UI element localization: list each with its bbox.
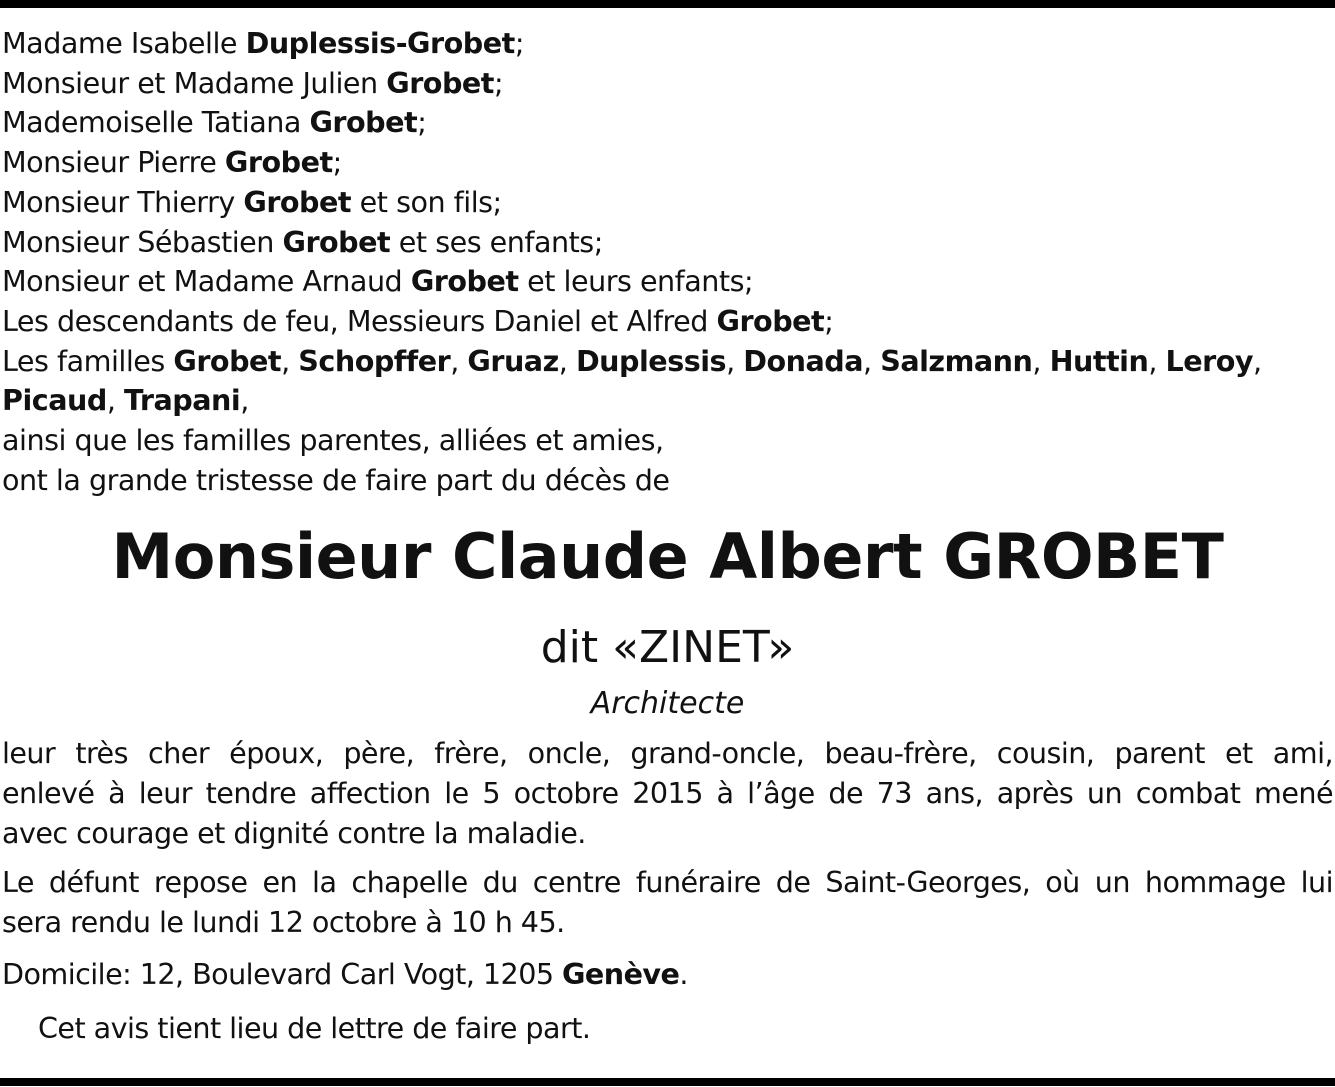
family-surname: Leroy (1165, 343, 1254, 378)
family-text: Mademoiselle Tatiana (2, 105, 310, 140)
family-text: , (726, 343, 744, 378)
family-surname: Grobet (309, 105, 418, 140)
family-surname: Schopffer (298, 343, 451, 378)
announcement-line: avec courage et dignité contre la maladie. (2, 816, 586, 850)
family-line (2, 421, 1335, 461)
family-surname: Grobet (386, 65, 494, 100)
family-line (2, 461, 1335, 501)
family-text: , (558, 343, 576, 378)
family-line (2, 103, 1335, 143)
family-text: Monsieur Thierry (2, 184, 244, 219)
family-surname: Salzmann (880, 343, 1033, 378)
family-text: Monsieur Pierre (2, 145, 225, 180)
family-line (2, 262, 1335, 302)
family-surname: Duplessis (575, 343, 727, 378)
family-text: et leurs enfants; (518, 264, 754, 299)
deceased-alias: dit «ZINET» (540, 622, 795, 673)
family-surname: Picaud (2, 383, 107, 418)
notice-line: Cet avis tient lieu de lettre de faire part. (38, 1011, 591, 1045)
family-line (2, 302, 1335, 342)
family-list (2, 24, 1335, 500)
family-surname: Grobet (282, 224, 391, 259)
domicile-city: Genève (562, 957, 680, 991)
family-surname: Donada (743, 343, 864, 378)
family-surname: Trapani (124, 383, 241, 418)
family-text: et son fils; (351, 184, 502, 219)
family-text: Monsieur et Madame Arnaud (2, 264, 411, 299)
family-line (2, 342, 1335, 382)
family-text: , (240, 383, 249, 418)
family-surname: Duplessis-Grobet (245, 26, 515, 60)
family-text: et ses enfants; (390, 224, 603, 259)
family-text: Madame Isabelle (2, 26, 246, 60)
family-surname: Grobet (716, 303, 825, 338)
announcement-line: leur très cher époux, père, frère, oncle, grand-oncle, beau-frère, cousin, parent et ami, (2, 736, 1333, 770)
family-surname: Grobet (224, 145, 333, 180)
family-text: ; (824, 303, 834, 338)
domicile-period: . (679, 957, 688, 991)
domicile-line (2, 954, 1333, 994)
family-line (2, 381, 1335, 421)
ceremony-line: Le défunt repose en la chapelle du centre funéraire de Saint-Georges, où un hommage lui (2, 865, 1333, 899)
announcement-paragraph (2, 733, 1333, 853)
family-line (2, 64, 1335, 104)
family-text: , (1032, 343, 1050, 378)
ceremony-paragraph (2, 862, 1333, 942)
family-text: Les descendants de feu, Messieurs Daniel et Alfred (2, 303, 717, 338)
family-line (2, 223, 1335, 263)
bottom-rule (0, 1078, 1335, 1086)
family-text: ainsi que les familles parentes, alliées et amies, (2, 423, 664, 458)
family-text: ; (493, 65, 504, 100)
family-text: , (281, 343, 299, 378)
domicile-address: Domicile: 12, Boulevard Carl Vogt, 1205 (2, 957, 563, 991)
family-text: ont la grande tristesse de faire part du décès de (2, 462, 670, 497)
family-surname: Grobet (243, 184, 352, 219)
family-surname: Gruaz (467, 343, 559, 378)
family-text: Les familles (2, 343, 174, 378)
family-text: ; (417, 105, 427, 140)
deceased-name: Monsieur Claude Albert GROBET (111, 520, 1224, 593)
family-text: , (450, 343, 468, 378)
ceremony-line: sera rendu le lundi 12 octobre à 10 h 45. (2, 905, 565, 939)
top-rule (0, 0, 1335, 8)
announcement-line: enlevé à leur tendre affection le 5 octobre 2015 à l’âge de 73 ans, après un combat mené (2, 776, 1333, 810)
notice-paragraph (38, 1008, 1335, 1048)
family-text: , (863, 343, 881, 378)
family-text: , (106, 383, 125, 418)
family-text: Monsieur Sébastien (2, 224, 283, 259)
domicile-paragraph (2, 954, 1333, 994)
family-text: , (1253, 343, 1262, 378)
family-line (2, 24, 1335, 64)
family-surname: Grobet (173, 343, 282, 378)
family-text: Monsieur et Madame Julien (2, 65, 387, 100)
deceased-profession: Architecte (590, 686, 745, 721)
family-surname: Huttin (1049, 343, 1149, 378)
family-line (2, 143, 1335, 183)
family-text: ; (332, 145, 342, 180)
family-line (2, 183, 1335, 223)
family-surname: Grobet (410, 264, 519, 299)
family-text: , (1148, 343, 1166, 378)
family-text: ; (514, 26, 524, 60)
